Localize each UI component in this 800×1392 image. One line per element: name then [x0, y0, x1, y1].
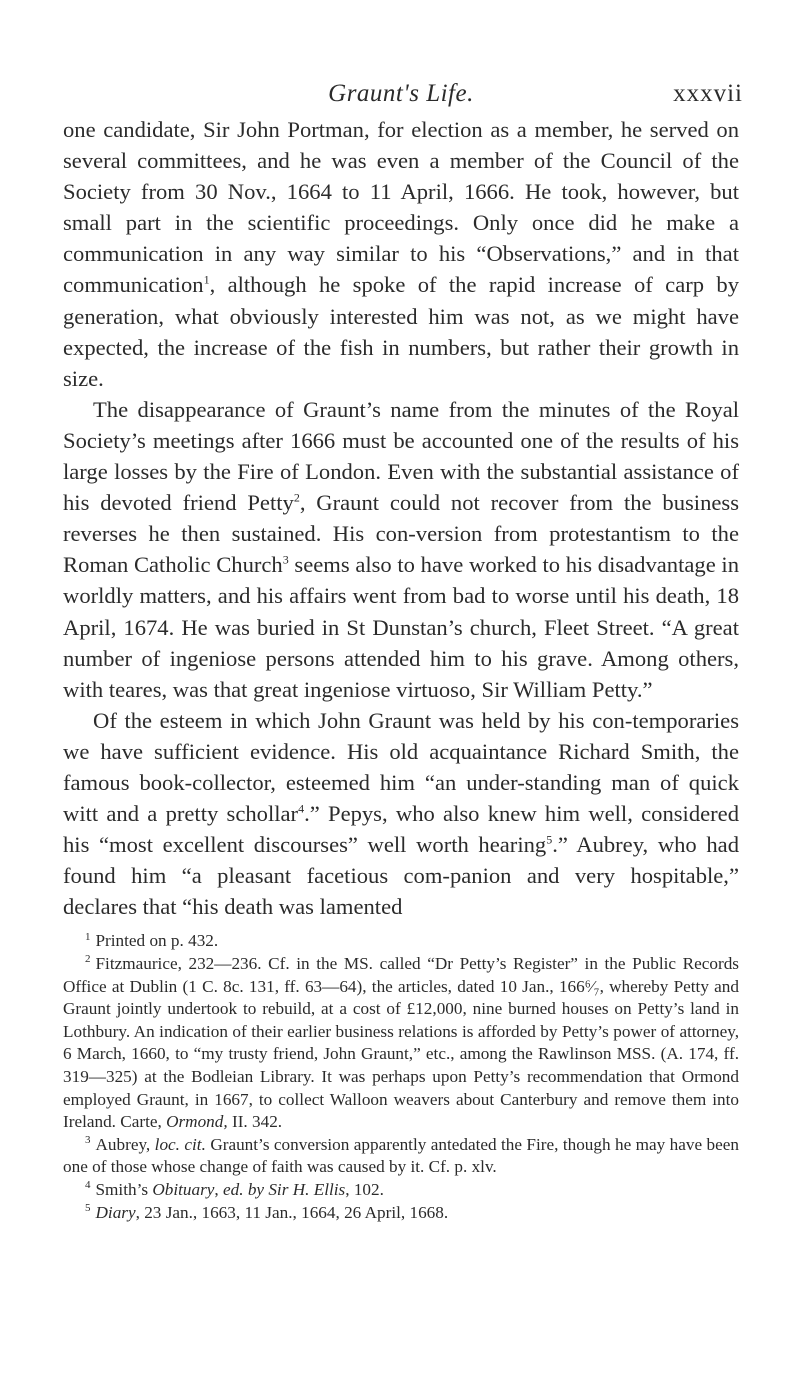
- paragraph-3-text-b: .” Pepys, who also knew him well, considered his “most excellent discourses” well worth hearing: [63, 801, 739, 858]
- footnote-ref-4: 4: [298, 801, 305, 816]
- paragraph-3-text-c: .” Aubrey, who had found him “a pleasant facetious com-panion and very hospitable,” declares that “his death was lamented: [63, 832, 739, 920]
- footnote-4-italic-2: ed. by Sir H. Ellis: [223, 1179, 346, 1199]
- footnote-ref-3: 3: [282, 552, 289, 567]
- page: [63, 80, 743, 1224]
- footnote-2-number: 2: [85, 953, 91, 966]
- paragraph-1-text-a: one candidate, Sir John Portman, for election as a member, he served on several committees, and he was even a member of the Council of the Society from 30 Nov., 1664 to 11 April, 1666. He took, however, but small part in the scientific proceedings. Only once did he make a communication in any way similar to his “Observations,” and in that communication: [63, 117, 739, 298]
- paragraph-2-text-a: The disappearance of Graunt’s name from the minutes of the Royal Society’s meetings after 1666 must be accounted one of the results of his large losses by the Fire of London. Even with the substantial assistance of his devoted friend Petty: [63, 396, 739, 516]
- footnote-4-number: 4: [85, 1179, 91, 1192]
- footnote-1-number: 1: [85, 930, 91, 943]
- paragraph-2: [63, 394, 739, 705]
- paragraph-1: [63, 114, 739, 394]
- footnote-3-text-b: Graunt’s conversion apparently antedated the Fire, though he may have been one of those whose change of faith was caused by it. Cf. p. xlv.: [63, 1134, 740, 1177]
- footnote-5-italic: Diary: [95, 1202, 136, 1222]
- page-number: xxxvii: [673, 80, 743, 107]
- paragraph-3: [63, 705, 739, 923]
- footnote-3-number: 3: [85, 1134, 91, 1147]
- running-title: Graunt's Life.: [328, 80, 474, 107]
- footnote-5-number: 5: [85, 1201, 91, 1214]
- footnote-1-text: Printed on p. 432.: [95, 931, 219, 951]
- footnote-5-text: , 23 Jan., 1663, 11 Jan., 1664, 26 April, 1668.: [135, 1202, 449, 1222]
- paragraph-2-text-b: , Graunt could not recover from the business reverses he then sustained. His con-version from protestantism to the Roman Catholic Church: [63, 490, 739, 578]
- footnote-ref-1: 1: [203, 272, 210, 287]
- footnote-2-text-a: Fitzmaurice, 232—236. Cf. in the MS. called “Dr Petty’s Register” in the Public Records Office at Dublin (1 C. 8c. 131, ff. 63—64), the articles, dated 10 Jan., 166⁶⁄₇, whereby Petty and Graunt jointly undertook to rebuild, at a cost of £12,000, nine burned houses on Petty’s land in Lothbury. An indication of their earlier business relations is afforded by Petty’s power of attorney, 6 March, 1660, to “my trusty friend, John Graunt,” etc., among the Rawlinson MSS. (A. 174, ff. 319—325) at the Bodleian Library. It was perhaps upon Petty’s recommendation that Ormond employed Graunt, in 1667, to collect Walloon weavers about Canterbury and remove them into Ireland. Carte,: [63, 954, 739, 1132]
- footnote-2-italic: Ormond,: [166, 1112, 228, 1132]
- footnote-4-italic-1: Obituary: [152, 1179, 215, 1199]
- paragraph-1-text-b: , although he spoke of the rapid increase of carp by generation, what obviously interested him was not, as we might have expected, the increase of the fish in numbers, but rather their growth in size.: [63, 272, 739, 391]
- footnote-5: [63, 1202, 739, 1225]
- footnote-4-text-c: , 102.: [345, 1179, 384, 1199]
- footnote-3-italic: loc. cit.: [154, 1134, 206, 1154]
- footnote-2-text-b: II. 342.: [231, 1112, 283, 1132]
- main-text: [63, 114, 739, 922]
- running-head: [63, 80, 743, 114]
- footnote-4-text-b: ,: [214, 1179, 219, 1199]
- footnote-4: [63, 1179, 739, 1202]
- footnote-ref-5: 5: [546, 832, 553, 847]
- paragraph-3-text-a: Of the esteem in which John Graunt was held by his con-temporaries we have sufficient evidence. His old acquaintance Richard Smith, the famous book-collector, esteemed him “an under-standing man of quick witt and a pretty schollar: [63, 707, 739, 827]
- footnote-2: [63, 953, 739, 1134]
- footnotes: [63, 930, 739, 1224]
- paragraph-2-text-c: seems also to have worked to his disadvantage in worldly matters, and his affairs went from bad to worse until his death, 18 April, 1674. He was buried in St Dunstan’s church, Fleet Street. “A great number of ingeniose persons attended him to his grave. Among others, with teares, was that great ingeniose virtuoso, Sir William Petty.”: [63, 552, 739, 702]
- footnote-4-text-a: Smith’s: [95, 1179, 149, 1199]
- footnote-1: [63, 930, 739, 953]
- footnote-ref-2: 2: [293, 490, 300, 505]
- footnote-3: [63, 1134, 739, 1179]
- footnote-3-text-a: Aubrey,: [95, 1134, 151, 1154]
